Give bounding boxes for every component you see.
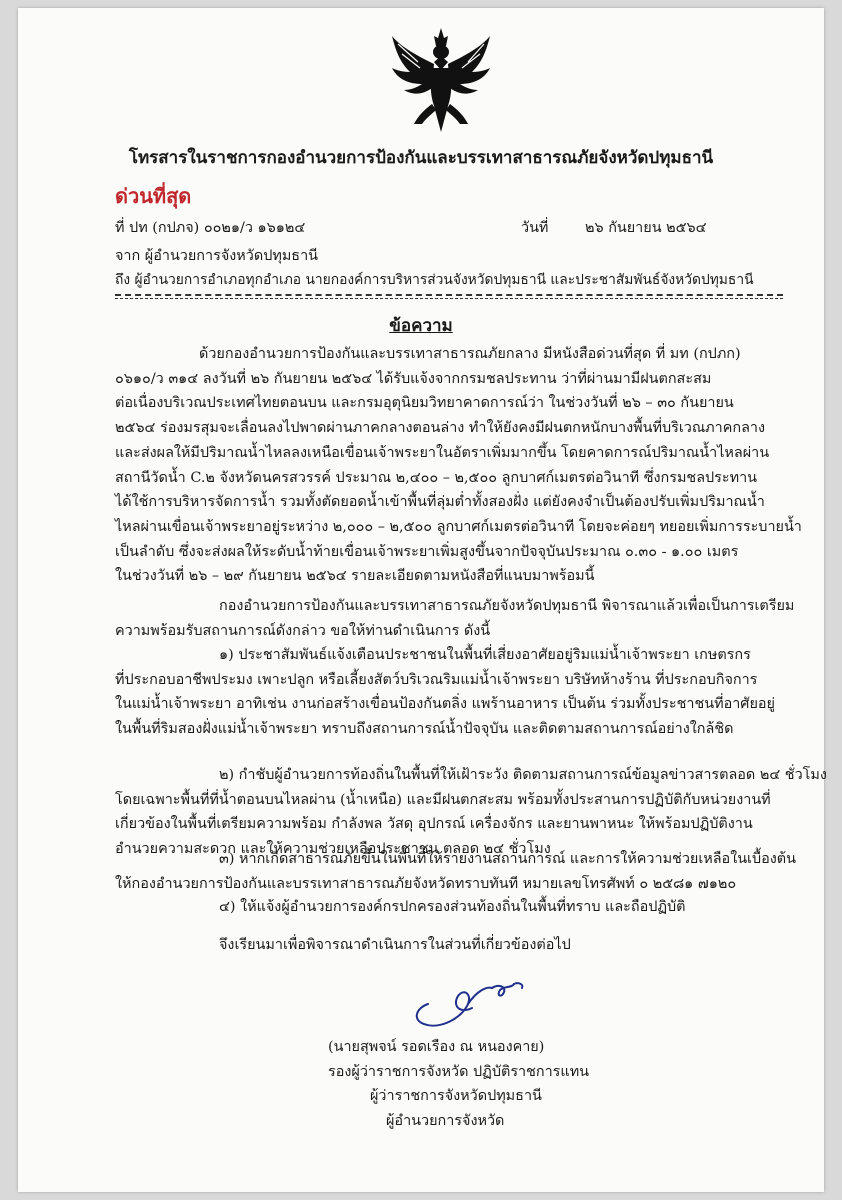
text-line: ๓) หากเกิดสาธารณภัยขึ้นในพื้นที่ให้รายงานสถานการณ์ และการให้ความช่วยเหลือในเบื้องต้น — [219, 851, 796, 867]
signatory-position: รองผู้ว่าราชการจังหวัด ปฏิบัติราชการแทน — [328, 1063, 590, 1080]
document-page — [18, 8, 827, 1192]
instruction-item-4 — [115, 895, 785, 920]
text-line: ในแม่น้ำเจ้าพระยา อาทิเช่น งานก่อสร้างเขื่อนป้องกันตลิ่ง แพร้านอาหาร เป็นต้น ร่วมทั้งประชาชนที่อาศัยอยู่ — [115, 696, 775, 713]
signatory-position: ผู้อำนวยการจังหวัด — [386, 1112, 505, 1129]
document-number: ที่ ปท (กปภจ) ๐๐๒๑/ว ๑๖๑๒๔ — [115, 220, 306, 236]
text-line: ไหลผ่านเขื่อนเจ้าพระยาอยู่ระหว่าง ๒,๐๐๐ – ๒,๕๐๐ ลูกบาศก์เมตรต่อวินาที โดยจะค่อยๆ ทยอยเพิ่มการระบายน้ำ — [115, 518, 802, 535]
text-line: ต่อเนื่องบริเวณประเทศไทยตอนบน และกรมอุตุนิยมวิทยาคาดการณ์ว่า ในช่วงวันที่ ๒๖ – ๓๐ กันยายน — [115, 395, 734, 412]
instruction-item-1 — [115, 643, 785, 742]
text-line: กองอำนวยการป้องกันและบรรเทาสาธารณภัยจังหวัดปทุมธานี พิจารณาแล้วเพื่อเป็นการเตรียม — [219, 598, 795, 614]
text-line: เกี่ยวข้องในพื้นที่เตรียมความพร้อม กำลังพล วัสดุ อุปกรณ์ เครื่องจักร และยานพาหนะ ให้พร้อมปฏิบัติงาน — [115, 816, 753, 833]
section-title: ข้อความ — [389, 316, 453, 336]
body-paragraph-2 — [115, 594, 795, 643]
text-line: อำนวยความสะดวก และให้ความช่วยเหลือประชาชน ตลอด ๒๔ ชั่วโมง — [115, 841, 551, 858]
text-line: ๒) กำชับผู้อำนวยการท้องถิ่นในพื้นที่ให้เฝ้าระวัง ติดตามสถานการณ์ข้อมูลข่าวสารตลอด ๒๔ ชั่วโมง — [219, 767, 827, 783]
sender-line: จาก ผู้อำนวยการจังหวัดปทุมธานี — [115, 248, 319, 264]
date-label: วันที่ — [521, 220, 549, 236]
text-line: ๐๖๑๐/ว ๓๑๔ ลงวันที่ ๒๖ กันยายน ๒๕๖๔ ได้รับแจ้งจากกรมชลประทาน ว่าที่ผ่านมามีฝนตกสะสม — [115, 370, 712, 387]
text-line: โดยเฉพาะพื้นที่ที่น้ำตอนบนไหลผ่าน (น้ำเหนือ) และมีฝนตกสะสม พร้อมทั้งประสานการปฏิบัติกับหน่วยงานที่ — [115, 791, 771, 808]
text-line: ให้กองอำนวยการป้องกันและบรรเทาสาธารณภัยจังหวัดทราบทันที หมายเลขโทรศัพท์ ๐ ๒๕๘๑ ๗๑๒๐ — [115, 875, 737, 892]
text-line: ได้ใช้การบริหารจัดการน้ำ รวมทั้งตัดยอดน้ำเข้าพื้นที่ลุ่มต่ำทั้งสองฝั่ง แต่ยังคงจำเป็นต้องปรับเพิ่มปริมาณน้ำ — [115, 494, 765, 511]
recipient-line: ถึง ผู้อำนวยการอำเภอทุกอำเภอ นายกองค์การบริหารส่วนจังหวัดปทุมธานี และประชาสัมพันธ์จังหวัดปทุมธานี — [115, 272, 754, 288]
text-line: ๒๕๖๔ ร่องมรสุมจะเลื่อนลงไปพาดผ่านภาคกลางตอนล่าง ทำให้ยังคงมีฝนตกหนักบางพื้นที่บริเวณภาคกลาง — [115, 420, 766, 437]
header-title: โทรสารในราชการกองอำนวยการป้องกันและบรรเทาสาธารณภัยจังหวัดปทุมธานี — [128, 148, 714, 168]
text-line: เป็นลำดับ ซึ่งจะส่งผลให้ระดับน้ำท้ายเขื่อนเจ้าพระยาเพิ่มสูงขึ้นจากปัจจุบันประมาณ ๐.๓๐ - ๑.๐๐ เมตร — [115, 543, 739, 560]
instruction-item-3 — [115, 847, 796, 896]
text-line: ในพื้นที่ริมสองฝั่งแม่น้ำเจ้าพระยา ทราบถึงสถานการณ์น้ำปัจจุบัน และติดตามสถานการณ์อย่างใกล้ชิด — [115, 721, 734, 738]
handwritten-signature-icon — [406, 974, 546, 1034]
signatory-position: ผู้ว่าราชการจังหวัดปทุมธานี — [370, 1088, 542, 1104]
text-line: ๑) ประชาสัมพันธ์แจ้งเตือนประชาชนในพื้นที่เสี่ยงอาศัยอยู่ริมแม่น้ำเจ้าพระยา เกษตรกร — [219, 647, 751, 663]
text-line: สถานีวัดน้ำ C.๒ จังหวัดนครสวรรค์ ประมาณ ๒,๔๐๐ – ๒,๕๐๐ ลูกบาศก์เมตรต่อวินาที ซึ่งกรมชลประทาน — [115, 469, 758, 486]
text-line: ที่ประกอบอาชีพประมง เพาะปลูก หรือเลี้ยงสัตว์บริเวณริมแม่น้ำเจ้าพระยา บริษัทห้างร้าน ที่ประกอบกิจการ — [115, 671, 758, 688]
body-paragraph-1 — [115, 342, 802, 589]
signature-block — [328, 1035, 588, 1133]
text-line: และส่งผลให้มีปริมาณน้ำไหลลงเหนือเขื่อนเจ้าพระยาในอัตราเพิ่มมากขึ้น โดยคาดการณ์ปริมาณน้ำไหลผ่าน — [115, 444, 770, 461]
text-line: ด้วยกองอำนวยการป้องกันและบรรเทาสาธารณภัยกลาง มีหนังสือด่วนที่สุด ที่ มท (กปภก) — [199, 346, 741, 362]
text-line: ๔) ให้แจ้งผู้อำนวยการองค์กรปกครองส่วนท้องถิ่นในพื้นที่ทราบ และถือปฏิบัติ — [219, 899, 686, 915]
signatory-name: (นายสุพจน์ รอดเรือง ณ หนองคาย) — [328, 1039, 545, 1055]
text-line: ในช่วงวันที่ ๒๖ – ๒๙ กันยายน ๒๕๖๔ รายละเอียดตามหนังสือที่แนบมาพร้อมนี้ — [115, 568, 595, 585]
closing-line — [115, 933, 785, 958]
separator-rule-lower — [115, 298, 783, 299]
urgency-label: ด่วนที่สุด — [115, 184, 192, 208]
separator-rule — [115, 294, 783, 296]
date-value: ๒๖ กันยายน ๒๕๖๔ — [585, 220, 707, 236]
text-line: ความพร้อมรับสถานการณ์ดังกล่าว ขอให้ท่านดำเนินการ ดังนี้ — [115, 622, 491, 639]
text-line: จึงเรียนมาเพื่อพิจารณาดำเนินการในส่วนที่เกี่ยวข้องต่อไป — [219, 937, 571, 953]
garuda-emblem-icon — [388, 26, 494, 134]
